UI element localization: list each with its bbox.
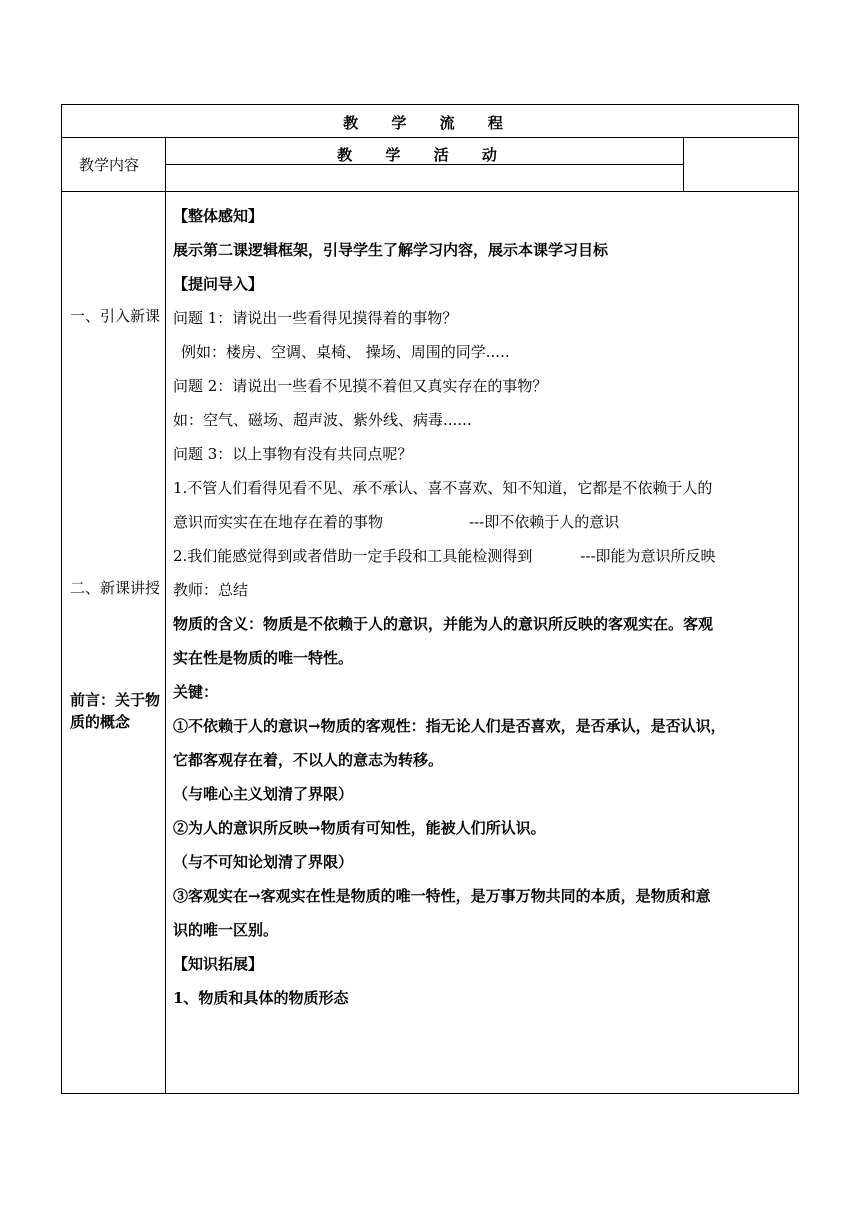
answer-2-text: 2.我们能感觉得到或者借助一定手段和工具能检测得到 bbox=[173, 547, 533, 565]
answer-2-conclusion: ---即能为意识所反映 bbox=[580, 547, 716, 565]
section-new-lesson-label: 二、新课讲授 bbox=[70, 579, 161, 597]
answer-1-line1: 1.不管人们看得见看不见、承不承认、喜不喜欢、知不知道，它都是不依赖于人的 bbox=[173, 479, 713, 497]
key-2-note: （与不可知论划清了界限） bbox=[173, 853, 354, 871]
heading-overall: 【整体感知】 bbox=[173, 207, 264, 225]
heading-extension: 【知识拓展】 bbox=[173, 955, 264, 973]
answer-1-conclusion: ---即不依赖于人的意识 bbox=[469, 513, 620, 531]
column-divider bbox=[683, 137, 684, 191]
example-1: 例如：楼房、空调、桌椅、 操场、周围的同学..... bbox=[181, 343, 510, 361]
key-1-line2: 它都客观存在着，不以人的意志为转移。 bbox=[173, 751, 444, 769]
key-3-line2: 识的唯一区别。 bbox=[173, 921, 279, 939]
question-2: 问题 2：请说出一些看不见摸不着但又真实存在的事物？ bbox=[173, 377, 548, 395]
content-label: 教学内容 bbox=[79, 156, 140, 174]
definition-line2: 实在性是物质的唯一特性。 bbox=[173, 649, 354, 667]
example-2: 如：空气、磁场、超声波、紫外线、病毒...... bbox=[173, 411, 472, 429]
section-intro-label: 一、引入新课 bbox=[70, 307, 161, 325]
question-1: 问题 1：请说出一些看得见摸得着的事物？ bbox=[173, 309, 458, 327]
answer-2 bbox=[173, 539, 793, 573]
extension-item-1: 1、物质和具体的物质形态 bbox=[173, 989, 349, 1007]
row-divider bbox=[61, 191, 799, 192]
teacher-summary: 教师：总结 bbox=[173, 581, 249, 599]
flow-title: 教 学 流 程 bbox=[343, 114, 517, 132]
key-1-line1: ①不依赖于人的意识→物质的客观性：指无论人们是否喜欢，是否承认，是否认识， bbox=[173, 717, 726, 735]
question-3: 问题 3：以上事物有没有共同点呢？ bbox=[173, 445, 413, 463]
activity-content bbox=[173, 199, 793, 1015]
key-2: ②为人的意识所反映→物质有可知性，能被人们所认识。 bbox=[173, 819, 546, 837]
heading-question: 【提问导入】 bbox=[173, 275, 264, 293]
answer-1-text: 意识而实实在在地存在着的事物 bbox=[173, 513, 384, 531]
row-divider bbox=[61, 137, 799, 138]
answer-1-line2 bbox=[173, 505, 793, 539]
intro-text: 展示第二课逻辑框架，引导学生了解学习内容，展示本课学习目标 bbox=[173, 241, 609, 259]
definition-line1: 物质的含义：物质是不依赖于人的意识，并能为人的意识所反映的客观实在。客观 bbox=[173, 615, 714, 633]
activity-title: 教 学 活 动 bbox=[337, 146, 511, 164]
column-divider bbox=[165, 137, 166, 1094]
key-1-note: （与唯心主义划清了界限） bbox=[173, 785, 354, 803]
key-label: 关键： bbox=[173, 683, 219, 701]
key-3-line1: ③客观实在→客观实在性是物质的唯一特性，是万事万物共同的本质，是物质和意 bbox=[173, 887, 711, 905]
section-preface-label: 前言：关于物质的概念 bbox=[70, 691, 161, 731]
